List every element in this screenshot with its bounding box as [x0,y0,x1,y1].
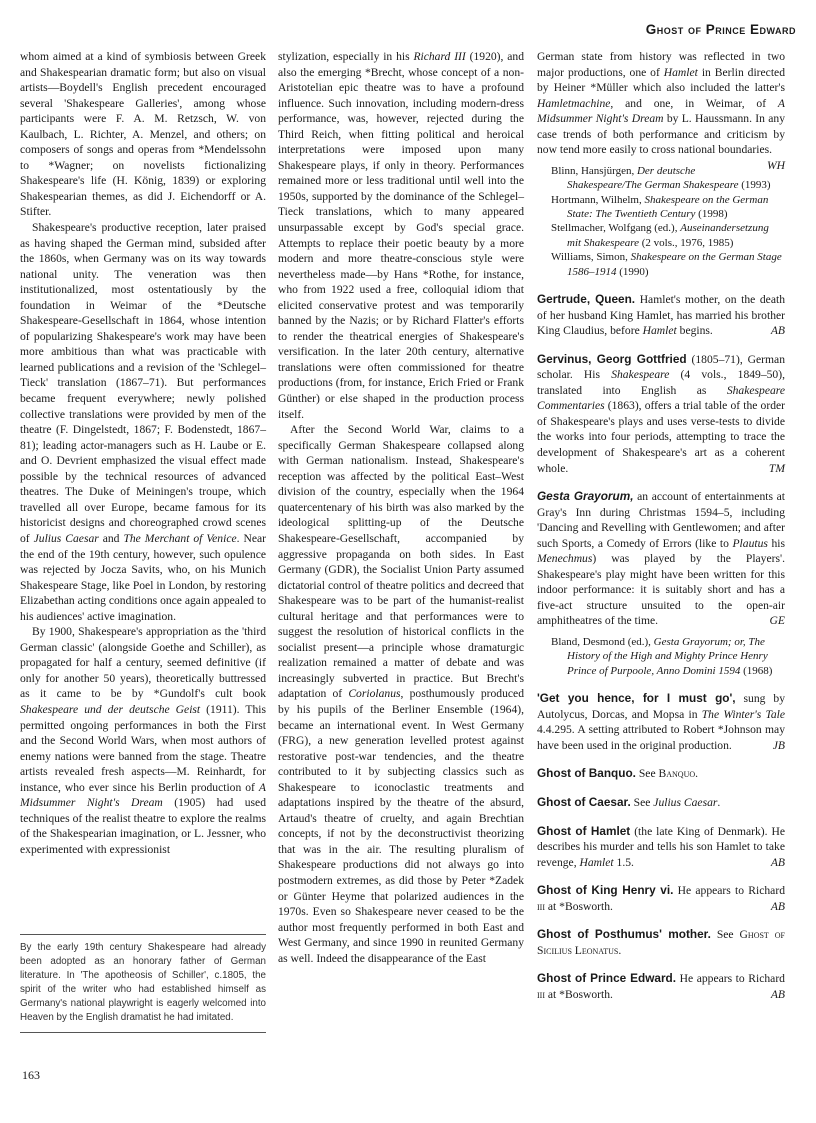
author-signature: WH [766,158,785,172]
headword: Gervinus, Georg Gottfried [537,351,687,366]
entry-gertrude: Gertrude, Queen. Hamlet's mother, on the death of her husband King Hamlet, has married his brother King Claudius, before Hamlet begins. AB [537,292,785,338]
headword: Ghost of Prince Edward. [537,971,677,986]
paragraph: Shakespeare's productive reception, later praised as having shaped the German mind, subsided after the 1860s, when Germany was on its way towards national unity. The veneration was then institutionalized, most ostentatiously by the foundation in Weimar of the *Deutsche Shakespeare-Gesellschaft in 1864, whose intention of popularizing Shakespeare's work may have been more ambitious than what was practicable with learned publications and a revision of the 'Schlegel–Tieck' translation (1867–71). But performances became frequent everywhere; newly polished collective translations were provided by men of the theatre (F. Dingelstedt, 1867; F. Bodenstedt, 1867–81); leading actor-managers such as H. Laube or E. and O. Devrient emphasized the visual effect made possible by the technical resources of advanced theatres. The Duke of Meiningen's troupe, which travelled all over Europe, became famous for its historicist designs and choreographed crowd scenes of Julius Caesar and The Merchant of Venice. Near the end of the 19th century, however, such opulence was rejected by Jocza Savits, who, on his Munich Shakespeare Stage, like Poel in London, by restoring Elizabethan acting conditions once again appealed to his audiences' active imagination. [20,221,267,623]
bib-item: Blinn, Hansjürgen, Der deutsche Shakespeare/The German Shakespeare (1993) [551,164,771,192]
bibliography [537,164,785,279]
headword: Gesta Grayorum, [537,489,634,504]
bibliography [537,635,785,678]
entry-ghost-of-posthumus-mother: Ghost of Posthumus' mother. See Ghost of Sicilius Leonatus. [537,927,785,957]
paragraph: By 1900, Shakespeare's appropriation as the 'third German classic' (alongside Goethe and Schiller), as propagated for half a century, seemed definitive (if only for another 50 years), theoretically buttressed as it came to be by *Gundolf's cult book Shakespeare und der deutsche Geist (1911). This permitted ongoing performances in both the First and the Second World Wars, when most authors of enemy nations were banned from the stage. Theatre artists revealed fresh aspects—M. Reinhardt, for instance, who ever since his Berlin production of A Midsummer Night's Dream (1905) had used techniques of the realist theatre to explore the realms of the Shakespearian imagination, or L. Jessner, who experimented with expressionist [20,625,266,856]
bib-item: Stellmacher, Wolfgang (ed.), Auseinandersetzung mit Shakespeare (2 vols., 1976, 1985) [551,222,769,249]
headword: Gertrude, Queen. [537,292,636,307]
headword: Ghost of Hamlet [537,823,631,838]
headword: 'Get you hence, for I must go', [537,691,736,706]
paragraph: After the Second World War, claims to a specifically German Shakespeare collapsed along with German nationalism. Instead, Shakespeare's reception was affected by the political East–West division of the country, especially when the 1964 quatercentenary of his birth was also marked by the ideological splitting-up of the Deutsche Shakespeare-Gesellschaft, accompanied by aggressive propaganda on both sides. In East Germany (GDR), the Socialist Union Party assumed dictatorial control of theatre politics and decreed that Shakespeare was to be part of the humanist-realist cultural heritage and that performances were to suggest the resolution of historical conflicts in the socialist present—a principle whose dramaturgic realization remained a matter of debate and was increasingly subverted in practice. But Brecht's adaptation of Coriolanus, posthumously produced by his pupils of the Berliner Ensemble (1964), became an international event. In West Germany (FRG), a new generation levelled protest against restorative post-war tendencies, and the theatre contributed to it by subjecting classics such as Shakespeare to iconoclastic treatments and adaptations inspired by the theatre of the absurd, Artaud's theatre of cruelty, and again Brechtian concepts, if not by the deconstructivist theorizing that was in the air. The resulting pluralism of Shakespeare productions did not always go into postmodern extremes, as did those by Peter *Zadek or Günter Heyme that polarized audiences in the 1970s. Even so Shakespeare never ceased to be the author most frequently performed in both East and West Germany, and since 1990 in reunited Germany as well. Indeed the disappearance of the East [278,423,524,965]
headword: Ghost of Banquo. [537,766,636,781]
headword: Ghost of King Henry vi. [537,883,674,898]
column-2 [278,49,524,966]
headword: Ghost of Caesar. [537,794,631,809]
entry-gesta-grayorum: Gesta Grayorum, an account of entertainments at Gray's Inn during Christmas 1594–5, including 'Dancing and Revelling with Gentlewomen; and after such Sports, a Comedy of Errors (like to Plautus his Menechmus) was played by the Players'. Shakespeare's play might have been written for this indoor performance: it is suitably short and has a five-act structure unsuited to the open-air amphitheatres of the time. GE [537,489,785,628]
paragraph: whom aimed at a kind of symbiosis between Greek and Shakespearian dramatic form; but also on visual artists—Boydell's English precedent encouraged several 'Shakespeare Galleries', among whose participants were F. A. M. Retzsch, W. von Kaulbach, L. Richter, A. Menzel, and others; on composers of songs and operas from *Mendelssohn to *Wagner; on novelists fictionalizing Shakespeare's life (H. König, 1839) or exploring Shakespearian themes, as did J. Eichendorff or A. Stifter. [20,50,266,219]
entry-ghost-of-caesar: Ghost of Caesar. See Julius Caesar. [537,794,721,809]
entry-ghost-of-hamlet: Ghost of Hamlet (the late King of Denmark). He describes his murder and tells his son Hamlet to take revenge, Hamlet 1.5. AB [537,823,785,869]
column-3 [537,49,785,1002]
entry-ghost-of-prince-edward: Ghost of Prince Edward. He appears to Richard iii at *Bosworth. AB [537,971,785,1001]
paragraph: stylization, especially in his Richard III (1920), and also the emerging *Brecht, whose concept of a non-Aristotelian epic theatre was to have a profound influence. Such innovation, including modern-dress performance, was, however, rejected during the Third Reich, when fitting political and heroical interpretations were imposed upon many Shakespeare plays, if only in theory. Performances remained more or less traditional until well into the 1950s, supported by the dominance of the Schlegel–Tieck translations, which to many appeared unsurpassable except by God's special grace. Attempts to replace their poetic beauty by a more modern and more theatre-conscious style were nevertheless made—by Hans *Rothe, for instance, who from 1922 used a free, colloquial idiom that elicited conservative protest and was temporarily banned by the Nazis; or by Richard Flatter's efforts to render the theatrical energies of Shakespeare's versification. In the later 20th century, alternative translations were often commissioned for theatre productions (from, for instance, Erich Fried or Frank Günther) or else shaped in the production process itself. [278,50,524,421]
bib-item: Hortmann, Wilhelm, Shakespeare on the German State: The Twentieth Century (1998) [551,193,769,221]
entry-gervinus: Gervinus, Georg Gottfried (1805–71), German scholar. His Shakespeare (4 vols., 1849–50), translated into English as Shakespeare Commentaries (1863), offers a trial table of the order of Shakespeare's plays and uses verse-tests to divide the works into four periods, attempting to trace the development of Shakespeare's art as a coherent whole. TM [537,351,785,475]
headword: Ghost of Posthumus' mother. [537,927,711,942]
bib-item: Bland, Desmond (ed.), Gesta Grayorum; or, The History of the High and Mighty Prince Henry Prince of Purpoole, Anno Domini 1594 (1968) [551,636,773,677]
bib-item: Williams, Simon, Shakespeare on the German Stage 1586–1914 (1990) [551,251,782,278]
figure-caption: By the early 19th century Shakespeare had already been adopted as an honorary father of German literature. In 'The apotheosis of Schiller', c.1805, the spirit of the writer who had established himself as Germany's national playwright is eagerly welcomed into Heaven by the English dramatist he had imitated. [20,934,266,1033]
column-1 [20,49,266,857]
entry-ghost-of-banquo: Ghost of Banquo. See Banquo. [537,766,699,781]
paragraph: German state from history was reflected in two major productions, one of Hamlet in Berlin directed by Heiner *Müller which also included the latter's Hamletmachine, and one, in Weimar, of A Midsummer Night's Dream by L. Haussmann. In any case trends of both performance and criticism by now tend more easily to cross national boundaries. WH [537,50,785,172]
running-head: Ghost of Prince Edward [645,22,796,37]
page-number: 163 [22,1068,40,1082]
entry-ghost-of-king-henry: Ghost of King Henry vi. He appears to Richard iii at *Bosworth. AB [537,883,785,913]
entry-get-you-hence: 'Get you hence, for I must go', sung by Autolycus, Dorcas, and Mopsa in The Winter's Tale 4.4.295. A setting attributed to Robert *Johnson may have been used in the original production. JB [537,691,786,752]
